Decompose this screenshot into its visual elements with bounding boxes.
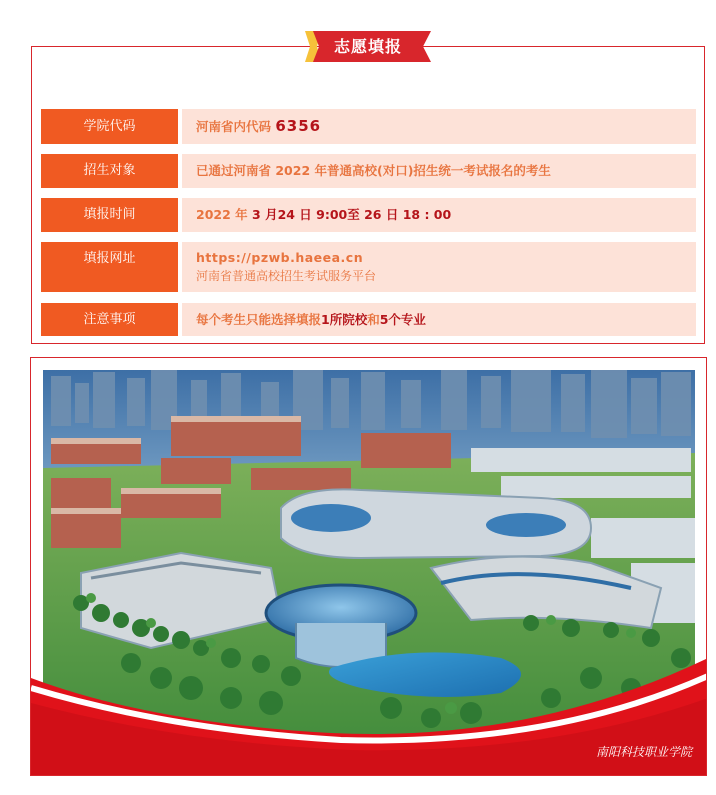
row-notes: [41, 303, 696, 336]
college-code-number: 6356: [275, 117, 322, 135]
info-card: [31, 46, 705, 344]
row-label-url: 填报网址: [41, 242, 178, 292]
row-label-time: 填报时间: [41, 198, 178, 232]
row-value-time: [182, 198, 696, 232]
row-college-code: [41, 109, 696, 144]
row-url: [41, 242, 696, 292]
title-ribbon: [305, 31, 431, 62]
notes-college-count: 1所院校: [321, 312, 368, 327]
row-label-college-code: 学院代码: [41, 109, 178, 144]
college-name-caption: 南阳科技职业学院: [595, 745, 692, 759]
platform-name: 河南省普通高校招生考试服务平台: [196, 269, 377, 283]
row-label-notes: 注意事项: [41, 303, 178, 336]
row-value-notes: [182, 303, 696, 336]
notes-text-1: 每个考生只能选择填报: [196, 312, 322, 327]
campus-photo-card: [30, 357, 707, 776]
row-label-target: 招生对象: [41, 154, 178, 188]
campus-aerial-image: [31, 358, 707, 776]
row-value-college-code: [182, 109, 696, 144]
section-title: 志愿填报: [333, 37, 402, 56]
row-target: [41, 154, 696, 188]
row-value-target: 已通过河南省 2022 年普通高校(对口)招生统一考试报名的考生: [182, 154, 696, 188]
notes-major-count: 5个专业: [379, 312, 426, 327]
row-time: [41, 198, 696, 232]
row-value-url: [182, 242, 696, 292]
time-year: 2022 年: [196, 207, 248, 222]
college-code-prefix: 河南省内代码: [196, 119, 272, 134]
registration-url-link[interactable]: https://pzwb.haeea.cn: [196, 250, 364, 265]
time-range: 3 月24 日 9:00至 26 日 18 : 00: [252, 207, 452, 222]
notes-text-2: 和: [367, 312, 380, 327]
